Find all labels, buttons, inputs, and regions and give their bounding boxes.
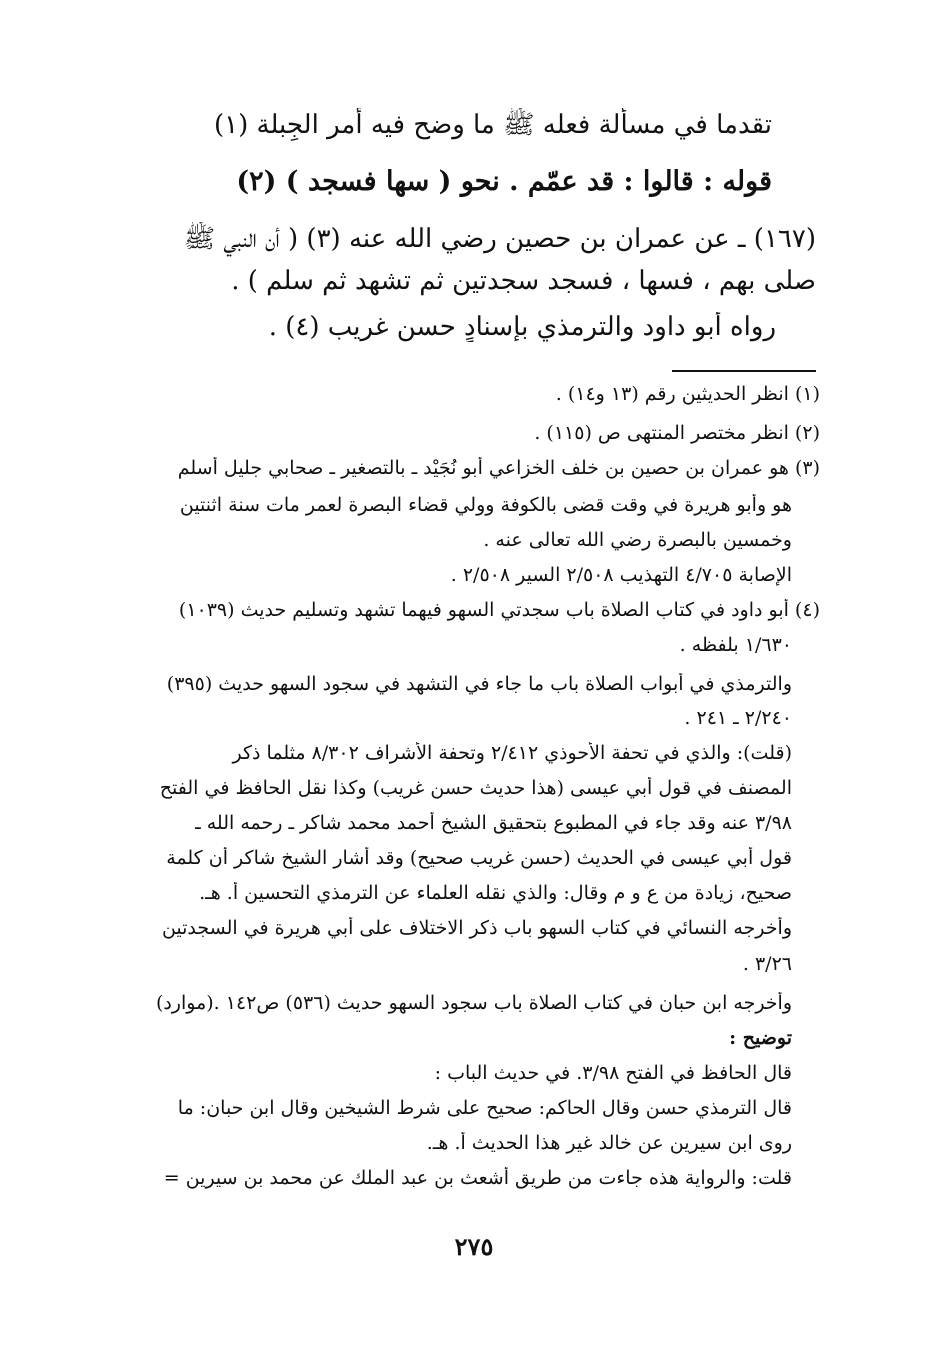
footnote-separator xyxy=(672,370,816,372)
footnote-line: (٢) انظر مختصر المنتهى ص (١١٥) . xyxy=(534,422,820,444)
footnote-line: وأخرجه ابن حبان في كتاب الصلاة باب سجود السهو حديث (٥٣٦) ص١٤٢ .(موارد) xyxy=(155,992,792,1014)
text-line-1: تقدما في مسألة فعله ﷺ ما وضح فيه أمر الجِبلة (١) xyxy=(213,110,772,140)
footnote-line: المصنف في قول أبي عيسى (هذا حديث حسن غريب) وكذا نقل الحافظ في الفتح xyxy=(159,777,792,799)
footnote-line: وخمسين بالبصرة رضي الله تعالى عنه . xyxy=(483,529,792,551)
footnote-line: هو وأبو هريرة في وقت قضى بالكوفة وولي قضاء البصرة لعمر مات سنة اثنتين xyxy=(179,494,792,516)
footnote-line: الإصابة ٤/٧٠٥ التهذيب ٢/٥٠٨ السير ٢/٥٠٨ . xyxy=(450,564,792,586)
footnote-line: ٢/٢٤٠ ـ ٢٤١ . xyxy=(684,707,792,729)
footnote-line: ٣/٩٨ عنه وقد جاء في المطبوع بتحقيق الشيخ أحمد محمد شاكر ـ رحمه الله ـ xyxy=(195,812,792,834)
footnote-line: قول أبي عيسى في الحديث (حسن غريب صحيح) وقد أشار الشيخ شاكر أن كلمة xyxy=(166,847,792,869)
footnote-line: قلت: والرواية هذه جاءت من طريق أشعث بن عبد الملك عن محمد بن سيرين = xyxy=(163,1167,792,1189)
footnote-line: قال الحافظ في الفتح ٣/٩٨. في حديث الباب : xyxy=(434,1062,792,1084)
footnote-line: والترمذي في أبواب الصلاة باب ما جاء في التشهد في سجود السهو حديث (٣٩٥) xyxy=(166,673,792,695)
heading-line: قوله : قالوا : قد عمّم . نحو ( سها فسجد ) (٢) xyxy=(236,166,772,197)
narration-line: رواه أبو داود والترمذي بإسنادٍ حسن غريب (٤) . xyxy=(268,312,776,342)
footnote-line: روى ابن سيرين عن خالد غير هذا الحديث أ. هـ. xyxy=(426,1132,792,1154)
footnote-line: (٣) هو عمران بن حصين بن خلف الخزاعي أبو نُجَيْد ـ بالتصغير ـ صحابي جليل أسلم xyxy=(177,457,820,479)
footnote-heading: توضيح : xyxy=(729,1027,792,1049)
hadith-line-1: (١٦٧) ـ عن عمران بن حصين رضي الله عنه (٣) ( أن النبي ﷺ xyxy=(183,224,816,254)
footnote-line: (٤) أبو داود في كتاب الصلاة باب سجدتي السهو فيهما تشهد وتسليم حديث (١٠٣٩) xyxy=(178,599,820,621)
footnote-line: ٣/٢٦ . xyxy=(742,953,792,975)
footnote-line: وأخرجه النسائي في كتاب السهو باب ذكر الاختلاف على أبي هريرة في السجدتين xyxy=(161,917,792,939)
hadith-line-2: صلى بهم ، فسها ، فسجد سجدتين ثم تشهد ثم سلم ) . xyxy=(231,266,816,296)
footnote-line: (قلت): والذي في تحفة الأحوذي ٢/٤١٢ وتحفة الأشراف ٨/٣٠٢ مثلما ذكر xyxy=(232,742,792,764)
footnote-line: ١/٦٣٠ بلفظه . xyxy=(679,634,792,656)
footnote-line: (١) انظر الحديثين رقم (١٣ و١٤) . xyxy=(555,383,820,405)
page-number: ٢٧٥ xyxy=(454,1232,494,1261)
footnote-line: قال الترمذي حسن وقال الحاكم: صحيح على شرط الشيخين وقال ابن حبان: ما xyxy=(177,1097,792,1119)
footnote-line: صحيح، زيادة من ع و م وقال: والذي نقله العلماء عن الترمذي التحسين أ. هـ. xyxy=(199,882,792,904)
